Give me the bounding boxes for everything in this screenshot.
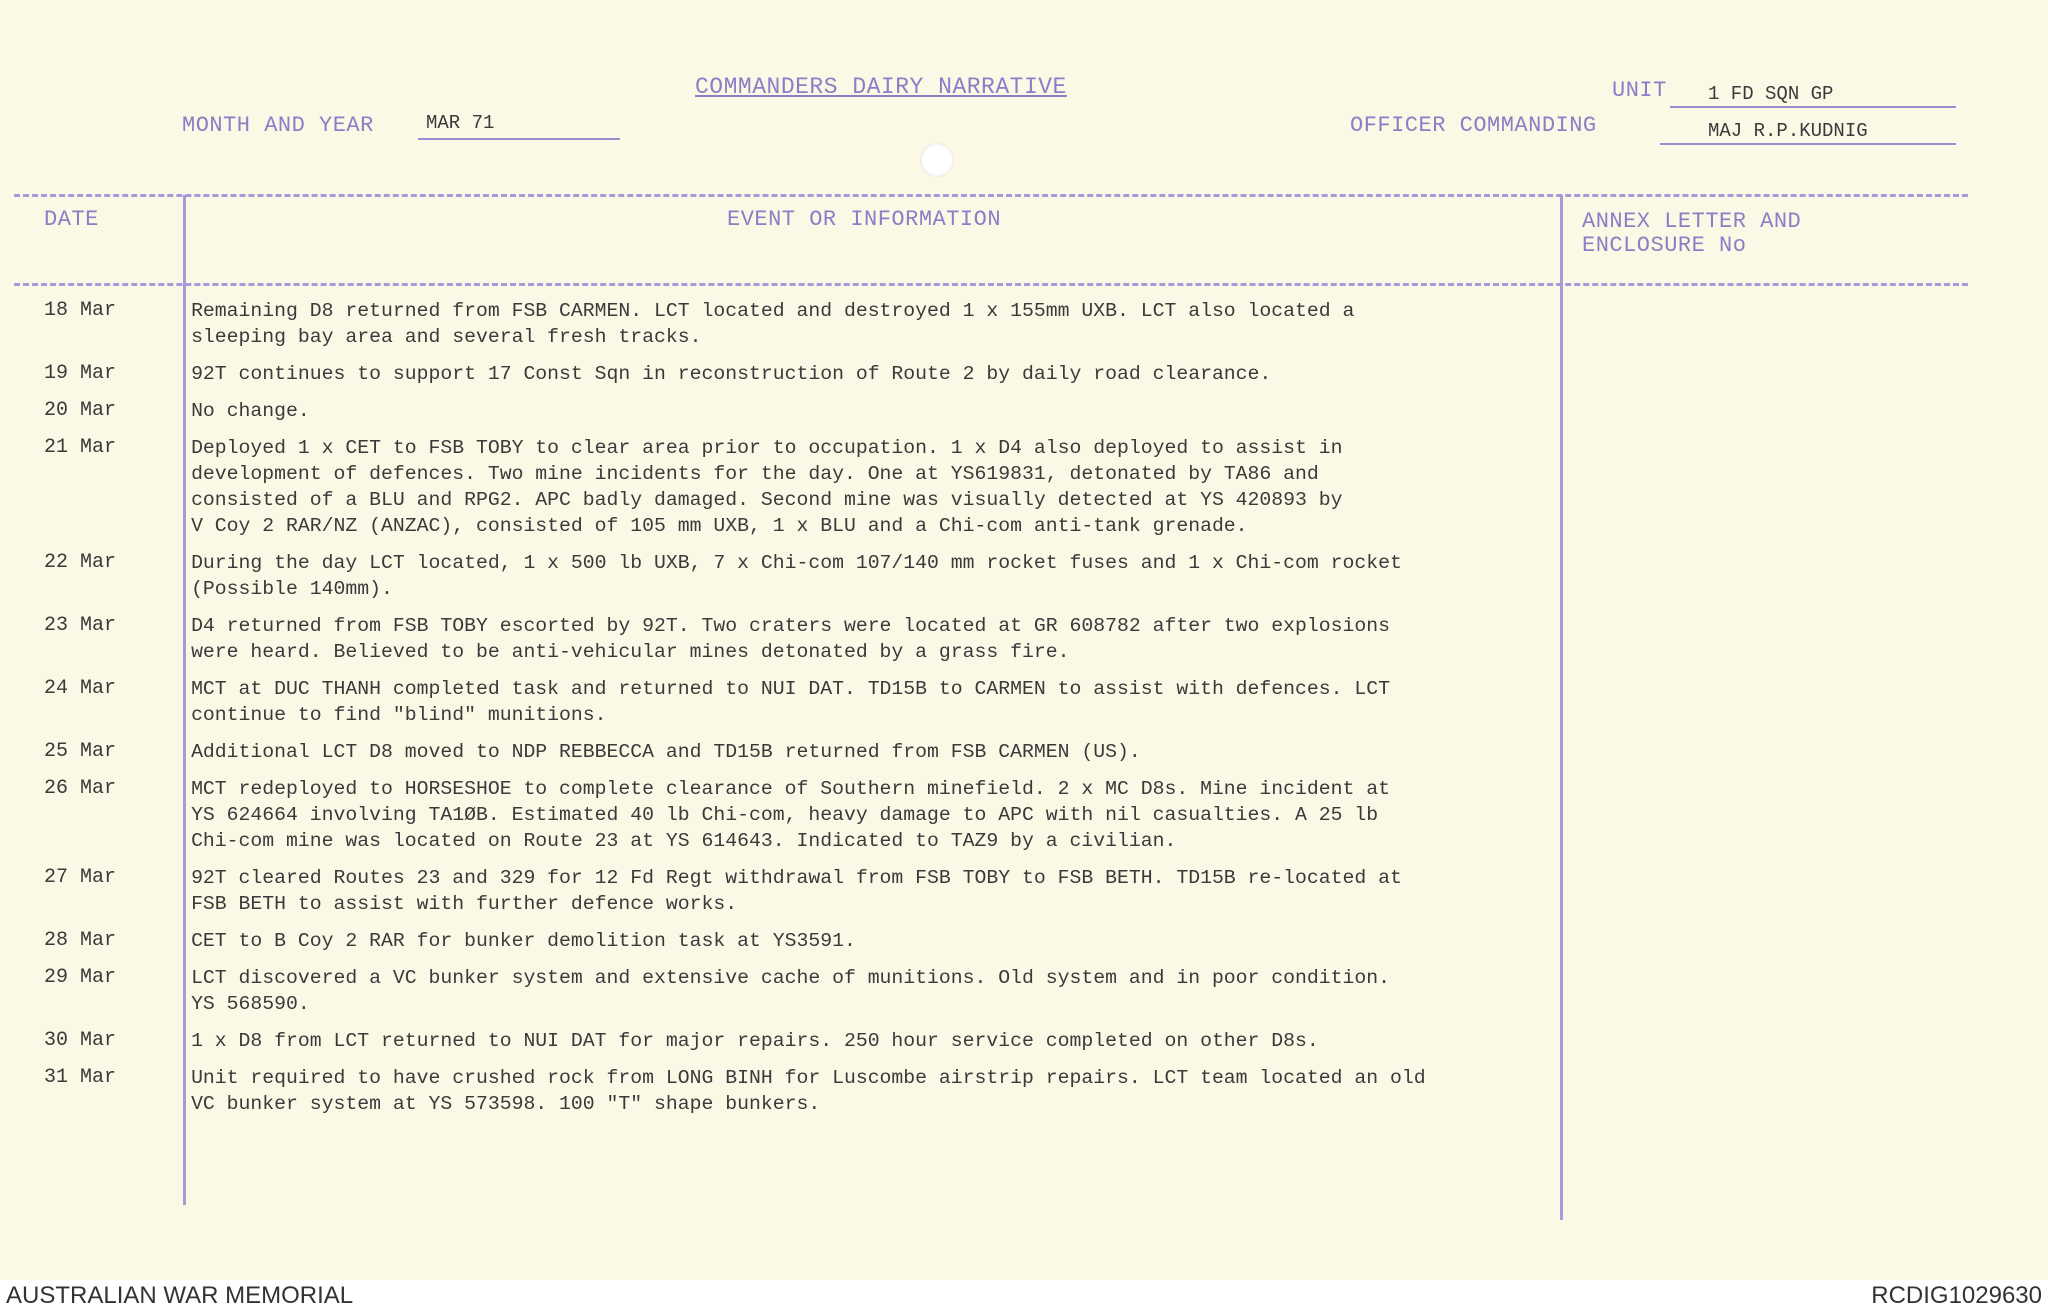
entry-date: 23 Mar [44,614,117,637]
entry-row [0,776,1560,854]
entry-text [154,865,1560,917]
entry-text [154,965,1560,1017]
entry-date: 27 Mar [44,866,117,889]
entry-text-line: V Coy 2 RAR/NZ (ANZAC), consisted of 105 mm UXB, 1 x BLU and a Chi-com anti-tank grenade. [191,515,1248,537]
entry-text [154,398,1560,424]
entry-date: 30 Mar [44,1029,117,1052]
entry-text-line: FSB BETH to assist with further defence works. [191,893,738,915]
entry-row [0,398,1560,424]
entry-text [154,739,1560,765]
entry-date: 21 Mar [44,436,117,459]
entry-text-line: 92T continues to support 17 Const Sqn in reconstruction of Route 2 by daily road clearance. [191,363,1272,385]
entry-row [0,298,1560,350]
entry-date: 18 Mar [44,299,117,322]
entry-text-line: Additional LCT D8 moved to NDP REBBECCA and TD15B returned from FSB CARMEN (US). [191,741,1141,763]
entry-text [154,298,1560,350]
column-header-annex-line1: ANNEX LETTER AND [1582,209,1802,234]
document-title: COMMANDERS DAIRY NARRATIVE [695,74,1067,100]
officer-label: OFFICER COMMANDING [1350,113,1597,138]
entry-text-line: CET to B Coy 2 RAR for bunker demolition task at YS3591. [191,930,856,952]
entry-text [154,550,1560,602]
entry-date: 31 Mar [44,1066,117,1089]
month-year-underline [418,138,620,140]
entry-text-line: MCT redeployed to HORSESHOE to complete clearance of Southern minefield. 2 x MC D8s. Mine incident at [191,778,1391,800]
footer-catalog-id: RCDIG1029630 [1871,1282,2042,1309]
entry-date: 26 Mar [44,777,117,800]
officer-value: MAJ R.P.KUDNIG [1708,120,1868,142]
entry-text-line: VC bunker system at YS 573598. 100 "T" shape bunkers. [191,1093,821,1115]
table-top-rule [14,194,1968,197]
entry-text-line: YS 624664 involving TA1ØB. Estimated 40 lb Chi-com, heavy damage to APC with nil casualties. A 25 lb [191,804,1379,826]
entry-text-line: YS 568590. [191,993,310,1015]
entry-text [154,928,1560,954]
entry-row [0,739,1560,765]
entry-row [0,1028,1560,1054]
entry-row [0,435,1560,539]
entry-text-line: No change. [191,400,310,422]
entry-text [154,435,1560,539]
entry-text [154,1065,1560,1117]
punch-hole [920,143,954,177]
entry-row [0,1065,1560,1117]
entry-text-line: continue to find "blind" munitions. [191,704,607,726]
entry-date: 25 Mar [44,740,117,763]
column-header-event: EVENT OR INFORMATION [727,207,1002,232]
entry-text-line: sleeping bay area and several fresh tracks. [191,326,702,348]
entry-row [0,676,1560,728]
entry-text-line: During the day LCT located, 1 x 500 lb UXB, 7 x Chi-com 107/140 mm rocket fuses and 1 x Chi-com rocket [191,552,1402,574]
entry-row [0,865,1560,917]
officer-underline [1660,143,1956,145]
entry-text-line: Remaining D8 returned from FSB CARMEN. LCT located and destroyed 1 x 155mm UXB. LCT also located a [191,300,1355,322]
entry-text-line: (Possible 140mm). [191,578,393,600]
unit-underline [1670,106,1956,108]
entry-text [154,776,1560,854]
entry-date: 19 Mar [44,362,117,385]
entry-text-line: Deployed 1 x CET to FSB TOBY to clear area prior to occupation. 1 x D4 also deployed to assist in [191,437,1343,459]
entry-text-line: 92T cleared Routes 23 and 329 for 12 Fd Regt withdrawal from FSB TOBY to FSB BETH. TD15B re-located at [191,867,1402,889]
table-header-rule [14,283,1968,286]
entry-row [0,550,1560,602]
entry-date: 22 Mar [44,551,117,574]
footer-institution: AUSTRALIAN WAR MEMORIAL [6,1282,354,1309]
entry-text-line: 1 x D8 from LCT returned to NUI DAT for major repairs. 250 hour service completed on other D8s. [191,1030,1319,1052]
entry-text [154,613,1560,665]
entry-text [154,1028,1560,1054]
entry-row [0,613,1560,665]
entry-text-line: consisted of a BLU and RPG2. APC badly damaged. Second mine was visually detected at YS 420893 by [191,489,1343,511]
entry-date: 24 Mar [44,677,117,700]
entry-row [0,361,1560,387]
unit-label: UNIT [1612,78,1667,103]
column-header-annex-line2: ENCLOSURE No [1582,233,1747,258]
entry-text-line: D4 returned from FSB TOBY escorted by 92T. Two craters were located at GR 608782 after two explosions [191,615,1391,637]
month-year-label: MONTH AND YEAR [182,113,374,138]
footer [0,1280,2048,1311]
unit-value: 1 FD SQN GP [1708,83,1834,105]
entry-text [154,361,1560,387]
entry-text-line: MCT at DUC THANH completed task and returned to NUI DAT. TD15B to CARMEN to assist with defences. LCT [191,678,1391,700]
entry-date: 20 Mar [44,399,117,422]
entries-list [0,298,1560,1128]
entry-text-line: LCT discovered a VC bunker system and extensive cache of munitions. Old system and in poor condition. [191,967,1391,989]
entry-date: 28 Mar [44,929,117,952]
month-year-value: MAR 71 [426,112,495,134]
entry-row [0,928,1560,954]
entry-text-line: Chi-com mine was located on Route 23 at YS 614643. Indicated to TAZ9 by a civilian. [191,830,1177,852]
entry-row [0,965,1560,1017]
entry-text-line: Unit required to have crushed rock from LONG BINH for Luscombe airstrip repairs. LCT team located an old [191,1067,1426,1089]
entry-text-line: development of defences. Two mine incidents for the day. One at YS619831, detonated by TA86 and [191,463,1319,485]
entry-date: 29 Mar [44,966,117,989]
entry-text-line: were heard. Believed to be anti-vehicular mines detonated by a grass fire. [191,641,1070,663]
column-header-date: DATE [44,207,99,232]
entry-text [154,676,1560,728]
annex-column-divider [1560,195,1563,1220]
